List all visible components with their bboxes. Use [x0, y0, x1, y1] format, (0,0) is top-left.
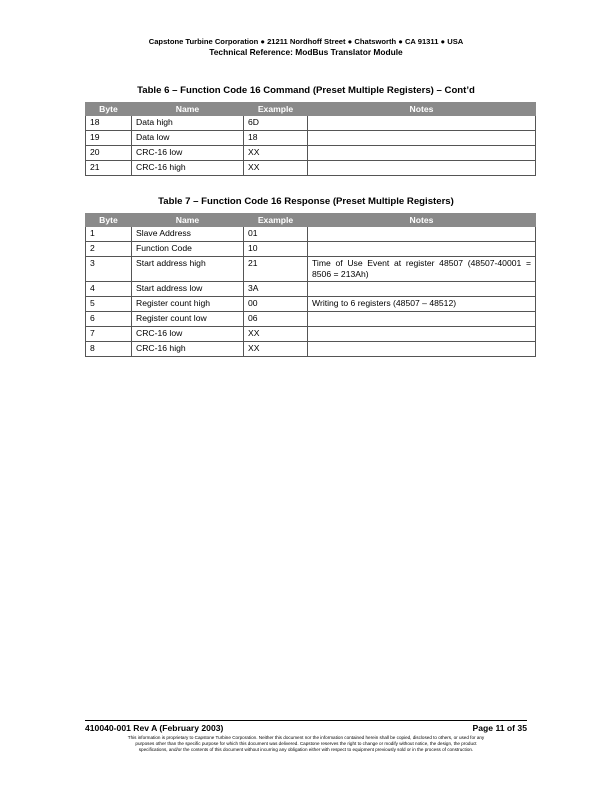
cell-byte: 7 [86, 327, 132, 342]
table-row [86, 297, 536, 312]
cell-example: 3A [244, 282, 308, 297]
cell-notes [308, 282, 536, 297]
cell-example: 10 [244, 242, 308, 257]
company-address-line: Capstone Turbine Corporation ● 21211 Nordhoff Street ● Chatsworth ● CA 91311 ● USA [148, 37, 464, 46]
cell-name: Slave Address [132, 227, 244, 242]
cell-byte: 8 [86, 342, 132, 357]
cell-name: Data high [132, 116, 244, 131]
cell-byte: 18 [86, 116, 132, 131]
table-row [86, 116, 536, 131]
table-row [86, 227, 536, 242]
cell-byte: 3 [86, 257, 132, 282]
cell-notes [308, 146, 536, 161]
cell-example: 21 [244, 257, 308, 282]
table-row [86, 342, 536, 357]
page-number: Page 11 of 35 [472, 723, 527, 733]
table-row [86, 282, 536, 297]
cell-byte: 6 [86, 312, 132, 327]
cell-name: CRC-16 low [132, 327, 244, 342]
cell-byte: 20 [86, 146, 132, 161]
cell-example: 00 [244, 297, 308, 312]
column-header-name: Name [132, 214, 244, 227]
column-header-byte: Byte [86, 214, 132, 227]
cell-notes [308, 242, 536, 257]
table-7 [85, 213, 536, 357]
cell-notes [308, 116, 536, 131]
cell-name: Function Code [132, 242, 244, 257]
table-row [86, 327, 536, 342]
cell-notes [308, 327, 536, 342]
cell-name: CRC-16 high [132, 161, 244, 176]
cell-example: XX [244, 327, 308, 342]
column-header-example: Example [244, 103, 308, 116]
column-header-byte: Byte [86, 103, 132, 116]
cell-example: XX [244, 146, 308, 161]
table-row [86, 312, 536, 327]
cell-notes [308, 342, 536, 357]
cell-name: CRC-16 low [132, 146, 244, 161]
cell-byte: 1 [86, 227, 132, 242]
cell-example: 18 [244, 131, 308, 146]
cell-example: XX [244, 161, 308, 176]
cell-notes: Writing to 6 registers (48507 – 48512) [308, 297, 536, 312]
cell-byte: 19 [86, 131, 132, 146]
cell-name: Start address low [132, 282, 244, 297]
table-6-caption: Table 6 – Function Code 16 Command (Preset Multiple Registers) – Cont’d [137, 85, 475, 96]
cell-notes [308, 312, 536, 327]
footer-divider [85, 720, 527, 721]
cell-byte: 21 [86, 161, 132, 176]
cell-byte: 2 [86, 242, 132, 257]
cell-byte: 4 [86, 282, 132, 297]
cell-notes [308, 131, 536, 146]
table-row [86, 161, 536, 176]
cell-example: 01 [244, 227, 308, 242]
table-row [86, 146, 536, 161]
table-row [86, 131, 536, 146]
cell-notes: Time of Use Event at register 48507 (48507-40001 = 8506 = 213Ah) [308, 257, 536, 282]
cell-name: Start address high [132, 257, 244, 282]
page-footer [85, 720, 527, 753]
table-row [86, 242, 536, 257]
cell-byte: 5 [86, 297, 132, 312]
table-header-row [86, 214, 536, 227]
cell-notes [308, 161, 536, 176]
cell-example: 06 [244, 312, 308, 327]
cell-name: Register count high [132, 297, 244, 312]
column-header-notes: Notes [308, 214, 536, 227]
cell-example: 6D [244, 116, 308, 131]
table-header-row [86, 103, 536, 116]
column-header-name: Name [132, 103, 244, 116]
cell-notes [308, 227, 536, 242]
cell-example: XX [244, 342, 308, 357]
document-number: 410040-001 Rev A (February 2003) [85, 723, 224, 733]
column-header-example: Example [244, 214, 308, 227]
page-header [0, 37, 612, 58]
proprietary-notice: This information is proprietary to Capstone Turbine Corporation. Neither this document nor the information contained herein shall be copied, disclosed to others, or used for any purposes other than the specific purpose for which this document was delivered. Capstone reserves the right to change or modify without notice, the design, the product specifications, and/or the contents of this document without incurring any obligation either with respect to equipment previously sold or in the process of construction. [127, 735, 485, 752]
document-title: Technical Reference: ModBus Translator Module [209, 47, 403, 57]
cell-name: Data low [132, 131, 244, 146]
table-row [86, 257, 536, 282]
table-7-caption: Table 7 – Function Code 16 Response (Preset Multiple Registers) [158, 196, 454, 207]
column-header-notes: Notes [308, 103, 536, 116]
cell-name: CRC-16 high [132, 342, 244, 357]
cell-name: Register count low [132, 312, 244, 327]
table-6 [85, 102, 536, 176]
